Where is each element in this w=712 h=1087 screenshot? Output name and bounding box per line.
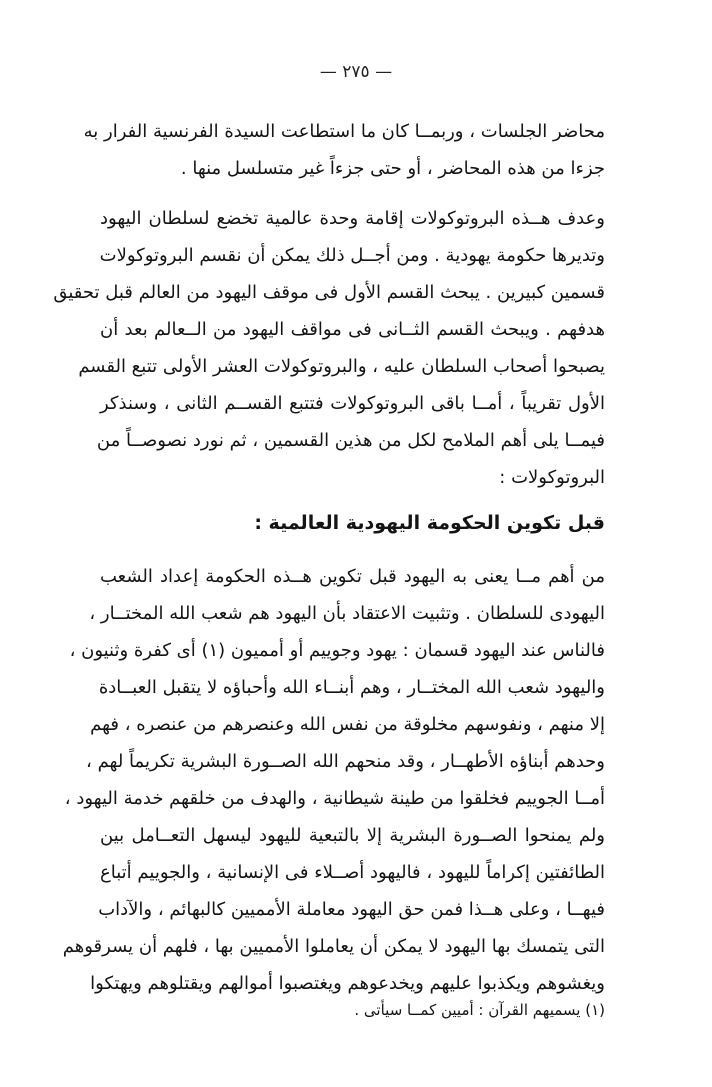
text-line: اليهودى للسلطان . وتثبيت الاعتقاد بأن اليهود هم شعب الله المختــار ، [89, 603, 605, 624]
text-line: فالناس عند اليهود قسمان : يهود وجوييم أو أمميون (١) أى كفرة وثنيون ، [69, 640, 605, 661]
text-line: ولم يمنحوا الصــورة البشرية إلا بالتبعية لليهود ليسهل التعــامل بين [100, 825, 605, 846]
text-line: هدفهم . ويبحث القسم الثــانى فى مواقف اليهود من الــعالم بعد أن [100, 319, 605, 340]
text-line: ويغشوهم ويكذبوا عليهم ويخدعوهم ويغتصبوا أموالهم ويقتلوهم ويهتكوا [90, 973, 605, 994]
text-line: جزءا من هذه المحاضر ، أو حتى جزءاً غير متسلسل منها . [180, 158, 605, 179]
text-line: الأول تقريباً ، أمــا باقى البروتوكولات فتتبع القســم الثانى ، وسنذكر [100, 393, 605, 414]
text-line: واليهود شعب الله المختــار ، وهم أبنــاء الله وأحباؤه لا يتقبل العبــادة [98, 677, 605, 698]
text-line: التى يتمسك بها اليهود لا يمكن أن يعاملوا الأمميين بها ، فلهم أن يسرقوهم [62, 936, 605, 957]
text-line: أمــا الجوييم فخلقوا من طينة شيطانية ، والهدف من خلقهم خدمة اليهود ، [64, 788, 605, 809]
text-line: وتديرها حكومة يهودية . ومن أجــل ذلك يمكن أن نقسم البروتوكولات [99, 245, 605, 266]
paragraph-3 [62, 558, 605, 1002]
section-heading: قبل تكوين الحكومة اليهودية العالمية : [254, 512, 605, 534]
footnote: (١) يسميهم القرآن : أميين كمــا سيأتى . [354, 1001, 605, 1019]
text-line: البروتوكولات : [499, 467, 605, 488]
text-line: يصبحوا أصحاب السلطان عليه ، والبروتوكولات العشر الأولى تتبع القسم [78, 356, 605, 377]
text-line: محاضر الجلسات ، وربمــا كان ما استطاعت السيدة الفرنسية الفرار به [83, 121, 605, 142]
text-line: قسمين كبيرين . يبحث القسم الأول فى موقف اليهود من العالم قبل تحقيق [53, 282, 605, 303]
text-line: فيهــا ، وعلى هــذا فمن حق اليهود معاملة الأمميين كالبهائم ، والآداب [98, 899, 605, 920]
text-line: إلا منهم ، ونفوسهم مخلوقة من نفس الله وعنصرهم من عنصره ، فهم [90, 714, 605, 735]
paragraph-1 [83, 113, 605, 187]
text-line: وحدهم أبناؤه الأطهــار ، وقد منحهم الله الصــورة البشرية تكريماً لهم ، [86, 751, 605, 772]
text-line: الطائفتين إكراماً لليهود ، فاليهود أصــلاء فى الإنسانية ، والجوييم أتباع [100, 862, 605, 883]
text-line: من أهم مــا يعنى به اليهود قبل تكوين هــذه الحكومة إعداد الشعب [100, 566, 605, 587]
text-line: فيمــا يلى أهم الملامح لكل من هذين القسمين ، ثم نورد نصوصــاً من [96, 430, 605, 451]
paragraph-2 [53, 200, 605, 496]
page-number: — ٢٧٥ — [319, 62, 393, 82]
text-line: وعدف هــذه البروتوكولات إقامة وحدة عالمية تخضع لسلطان اليهود [100, 208, 605, 229]
